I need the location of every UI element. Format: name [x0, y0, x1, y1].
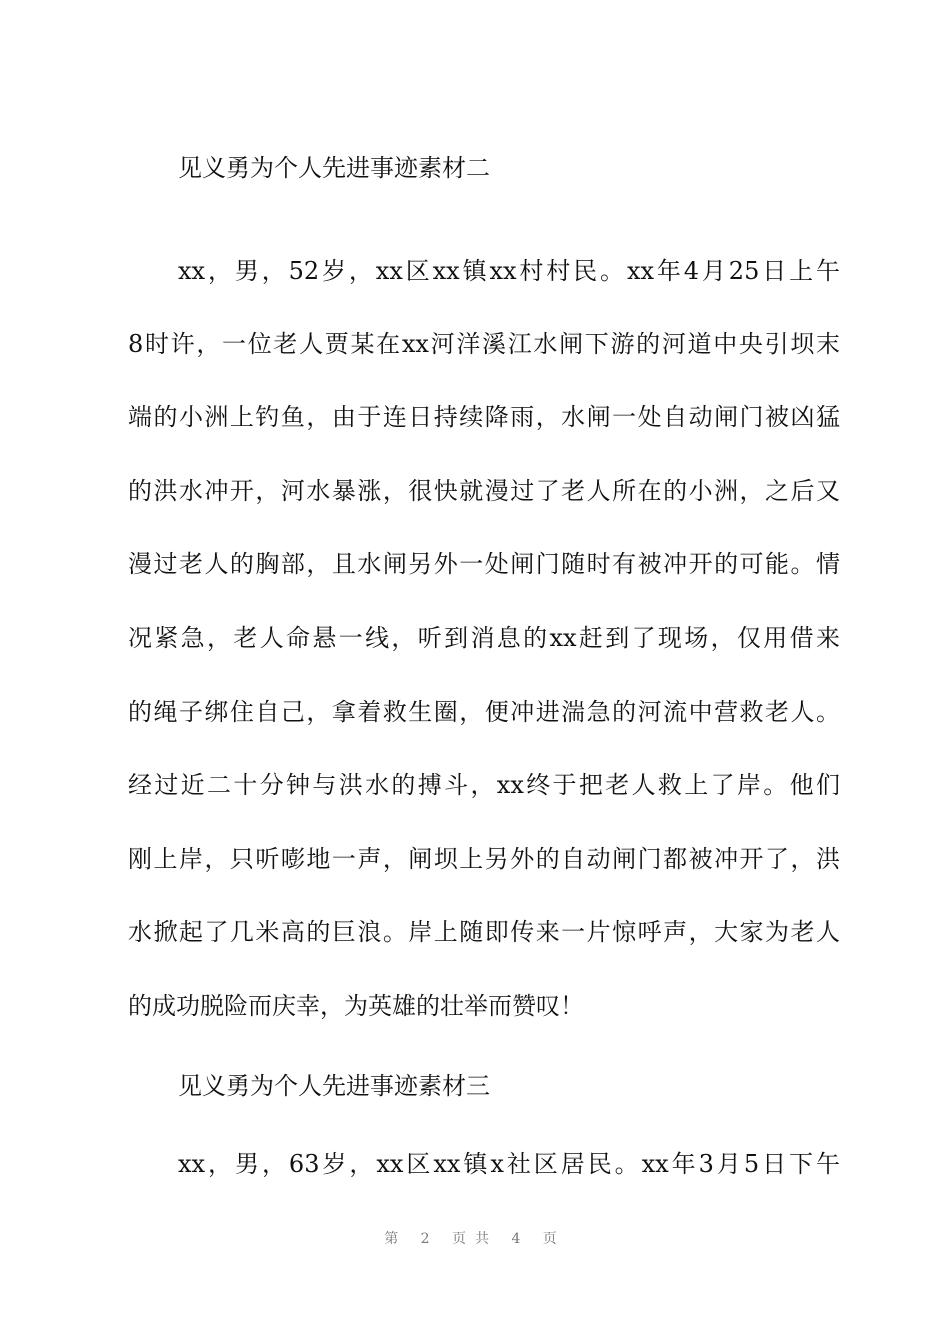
paragraph-line: 8时许，一位老人贾某在xx河洋溪江水闸下游的河道中央引坝末 — [128, 330, 840, 358]
page-number-footer: 第 2 页共 4 页 — [384, 1231, 566, 1247]
paragraph-line: 况紧急，老人命悬一线，听到消息的xx赶到了现场，仅用借来 — [128, 624, 840, 652]
paragraph-line: 水掀起了几米高的巨浪。岸上随即传来一片惊呼声，大家为老人 — [128, 918, 840, 946]
paragraph-line: xx，男，52岁，xx区xx镇xx村村民。xx年4月25日上午 — [178, 257, 840, 285]
paragraph-line: 的成功脱险而庆幸，为英雄的壮举而赞叹！ — [128, 992, 584, 1020]
paragraph-line: 端的小洲上钓鱼，由于连日持续降雨，水闸一处自动闸门被凶猛 — [128, 403, 840, 431]
paragraph-line: xx，男，63岁，xx区xx镇x社区居民。xx年3月5日下午 — [178, 1150, 840, 1178]
section-heading: 见义勇为个人先进事迹素材二 — [178, 154, 490, 182]
paragraph-line: 漫过老人的胸部，且水闸另外一处闸门随时有被冲开的可能。情 — [128, 550, 840, 578]
paragraph-line: 刚上岸，只听嘭地一声，闸坝上另外的自动闸门都被冲开了，洪 — [128, 845, 840, 873]
paragraph-line: 的洪水冲开，河水暴涨，很快就漫过了老人所在的小洲，之后又 — [128, 477, 840, 505]
paragraph-line: 的绳子绑住自己，拿着救生圈，便冲进湍急的河流中营救老人。 — [128, 698, 840, 726]
section-heading: 见义勇为个人先进事迹素材三 — [178, 1072, 490, 1100]
paragraph-line: 经过近二十分钟与洪水的搏斗，xx终于把老人救上了岸。他们 — [128, 771, 840, 799]
